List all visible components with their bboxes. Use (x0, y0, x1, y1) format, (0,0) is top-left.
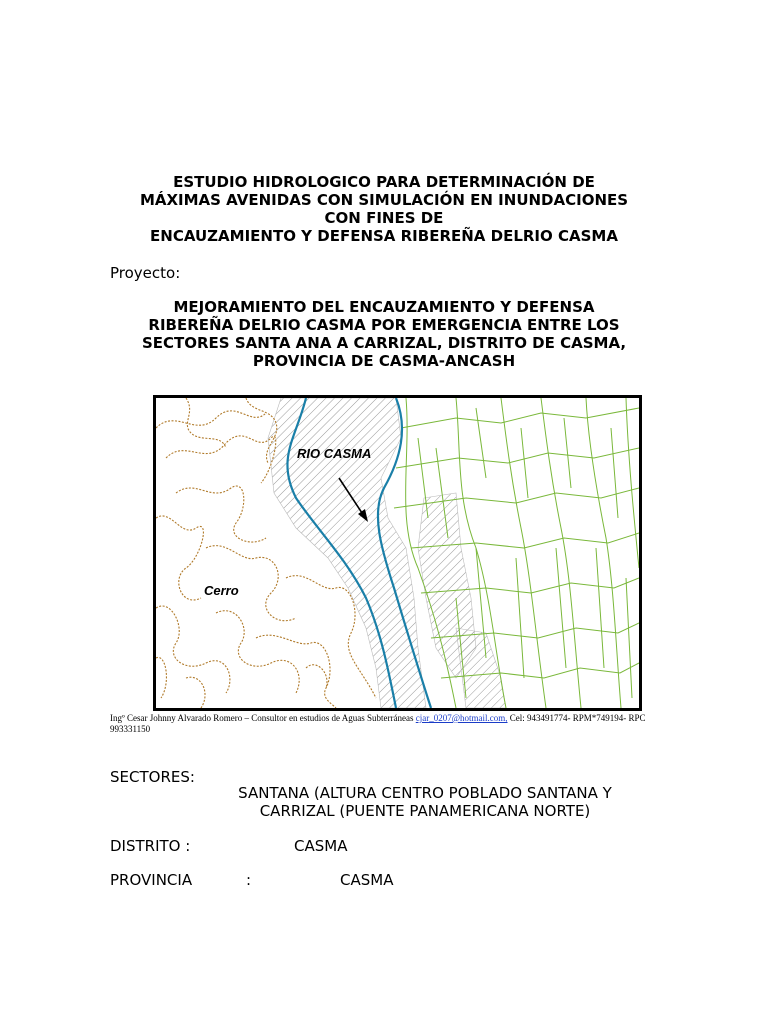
project-title-line: MEJORAMIENTO DEL ENCAUZAMIENTO Y DEFENSA (173, 298, 595, 316)
study-title-line: ENCAUZAMIENTO Y DEFENSA RIBEREÑA DELRIO CASMA (150, 227, 618, 245)
study-title (100, 173, 668, 245)
sectores-label: SECTORES: (110, 768, 195, 786)
project-title (100, 298, 668, 370)
study-title-line: MÁXIMAS AVENIDAS CON SIMULACIÓN EN INUNDACIONES (139, 191, 629, 209)
sectores-line: CARRIZAL (PUENTE PANAMERICANA NORTE) (259, 802, 591, 820)
provincia-value: CASMA (340, 871, 394, 889)
author-credit (110, 713, 650, 735)
distrito-label: DISTRITO : (110, 837, 191, 855)
study-title-line: ESTUDIO HIDROLOGICO PARA DETERMINACIÓN DE (173, 173, 595, 191)
sectores-value (100, 784, 750, 820)
credit-text: Ingº Cesar Johnny Alvarado Romero – Consultor en estudios de Aguas Subterráneas (110, 713, 416, 723)
sectores-line: SANTANA (ALTURA CENTRO POBLADO SANTANA Y (238, 784, 612, 802)
email-link[interactable]: cjar_0207@hotmail.com, (415, 713, 508, 723)
river-label: RIO CASMA (297, 446, 372, 461)
project-title-line: SECTORES SANTA ANA A CARRIZAL, DISTRITO DE CASMA, (141, 334, 627, 352)
project-title-line: PROVINCIA DE CASMA-ANCASH (252, 352, 516, 370)
study-title-line: CON FINES DE (324, 209, 444, 227)
project-label: Proyecto: (110, 264, 181, 282)
map-drawing (156, 398, 639, 708)
provincia-label: PROVINCIA (110, 871, 193, 889)
project-title-line: RIBEREÑA DELRIO CASMA POR EMERGENCIA ENTRE LOS (148, 316, 620, 334)
distrito-value: CASMA (294, 837, 348, 855)
river-map (153, 395, 642, 711)
provincia-colon: : (246, 871, 252, 889)
credit-phone: Cel: 943491774- RPM*749194- RPC 993331150 (110, 713, 646, 734)
hill-label: Cerro (204, 583, 239, 598)
